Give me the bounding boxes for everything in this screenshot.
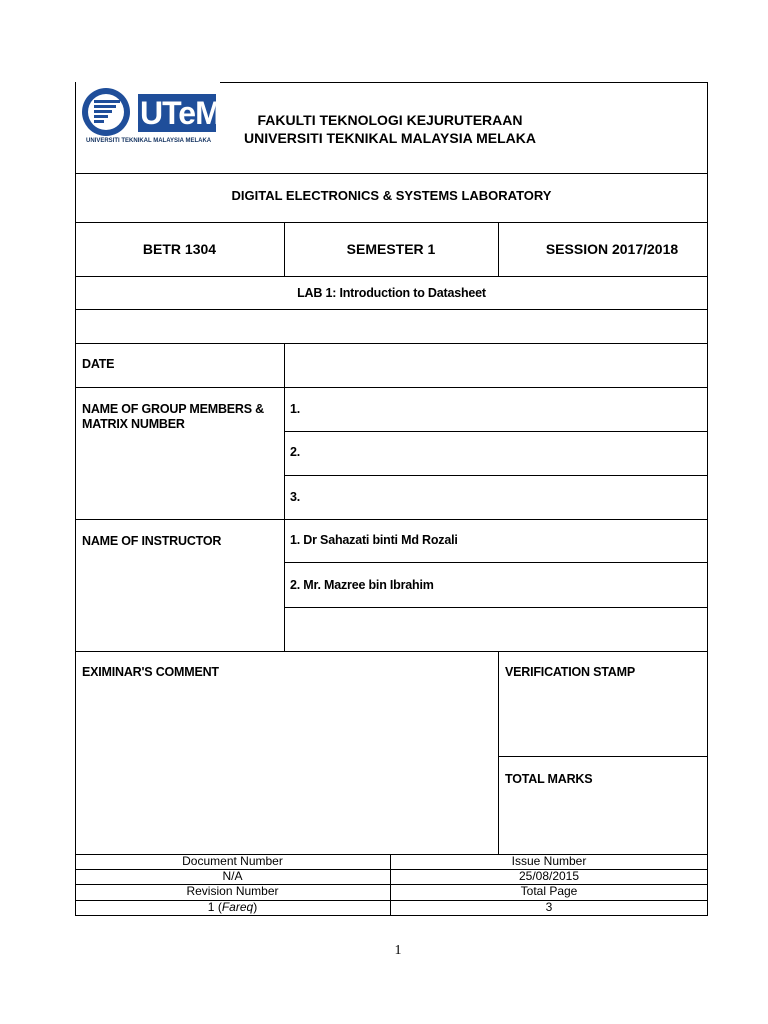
lab-title: DIGITAL ELECTRONICS & SYSTEMS LABORATORY [231, 188, 552, 203]
instructor-1: 1. Dr Sahazati binti Md Rozali [290, 533, 458, 547]
revision-number-label: Revision Number [186, 884, 279, 898]
revision-author: Fareq [221, 900, 254, 914]
member-1: 1. [290, 402, 301, 416]
logo-text: UTeM [140, 95, 221, 131]
member-2: 2. [290, 445, 301, 459]
group-label-line2: MATRIX NUMBER [82, 417, 185, 431]
doc-number-label: Document Number [182, 854, 283, 868]
lab-name: LAB 1: Introduction to Datasheet [297, 286, 486, 300]
examiner-comment-label: EXIMINAR'S COMMENT [82, 665, 219, 679]
member-3: 3. [290, 490, 301, 504]
page-number: 1 [394, 943, 402, 958]
revision-number-value: 1 (Fareq) [207, 900, 258, 914]
date-label: DATE [82, 357, 115, 371]
logo-caption: UNIVERSITI TEKNIKAL MALAYSIA MELAKA [86, 138, 212, 144]
instructor-label: NAME OF INSTRUCTOR [82, 534, 222, 548]
group-label-line1: NAME OF GROUP MEMBERS & [82, 402, 264, 416]
total-page-value: 3 [545, 900, 553, 914]
verification-stamp-label: VERIFICATION STAMP [505, 665, 635, 679]
semester: SEMESTER 1 [346, 241, 436, 257]
total-page-label: Total Page [520, 884, 578, 898]
doc-number-value: N/A [222, 869, 243, 883]
revision-number: 1 [207, 900, 215, 914]
session: SESSION 2017/2018 [545, 241, 679, 257]
utem-logo [80, 84, 220, 148]
course-code: BETR 1304 [142, 241, 217, 257]
issue-number-value: 25/08/2015 [518, 869, 580, 883]
faculty-name: FAKULTI TEKNOLOGI KEJURUTERAAN [257, 112, 523, 128]
issue-number-label: Issue Number [511, 854, 587, 868]
total-marks-label: TOTAL MARKS [505, 772, 593, 786]
university-name: UNIVERSITI TEKNIKAL MALAYSIA MELAKA [244, 130, 536, 146]
instructor-2: 2. Mr. Mazree bin Ibrahim [290, 578, 434, 592]
